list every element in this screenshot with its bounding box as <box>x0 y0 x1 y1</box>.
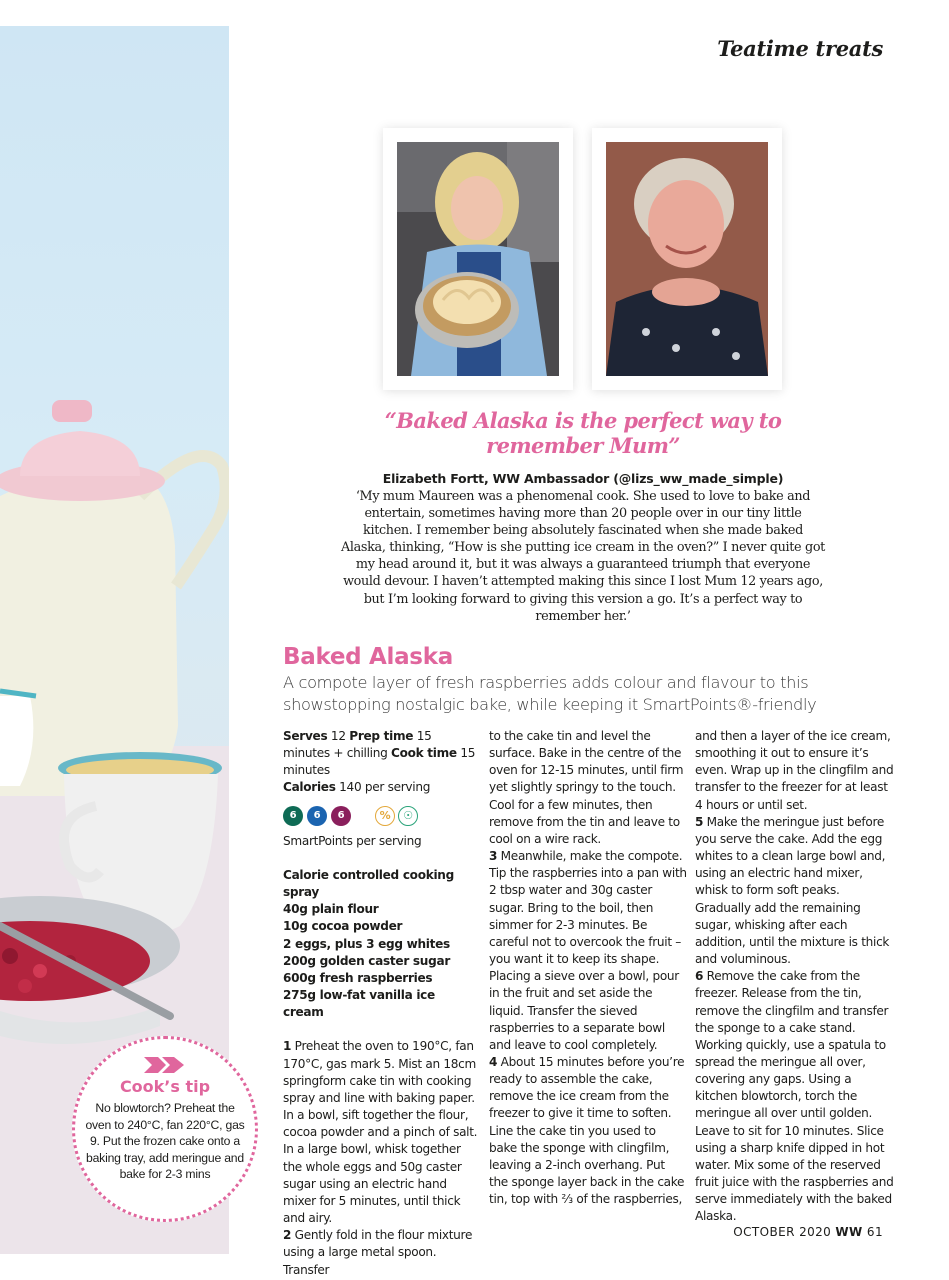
smartpoints-row <box>283 805 479 827</box>
maureen-portrait <box>606 142 768 376</box>
method-step <box>489 848 687 1054</box>
method-step <box>695 814 895 968</box>
photo-elizabeth <box>383 128 573 390</box>
method-step-continued: to the cake tin and level the surface. Bake in the centre of the oven for 12-15 minutes, until firm yet slightly springy to the touch. Cool for a few minutes, then remove from the tin and leave to cool on a wire rack. <box>489 729 684 846</box>
ingredient-item <box>283 987 479 1021</box>
cooks-tip-badge <box>72 1036 258 1222</box>
ingredient-name: controlled cooking spray <box>283 867 454 900</box>
step-number: 6 <box>695 969 704 984</box>
ingredient-quantity: Calorie <box>283 867 329 882</box>
ingredient-item <box>283 936 479 953</box>
ingredient-item <box>283 867 479 901</box>
ingredient-item <box>283 918 479 935</box>
ingredient-quantity: 600g <box>283 970 316 985</box>
step-number: 4 <box>489 1054 498 1069</box>
recipe-column-1 <box>283 728 479 1279</box>
vegetarian-icon: ☉ <box>398 806 418 826</box>
method-step <box>283 1038 479 1227</box>
photo-maureen <box>592 128 782 390</box>
step-number: 1 <box>283 1039 292 1054</box>
ingredient-name: fresh raspberries <box>315 970 433 985</box>
calories-value: 140 per serving <box>339 780 431 795</box>
step-text: Meanwhile, make the compote. Tip the raspberries into a pan with 2 tbsp water and 30g caster sugar. Bring to the boil, then simmer for 2-3 minutes. Be careful not to overcook the fruit – you want it to keep its shape. Placing a sieve over a bowl, pour in the fruit and set aside the liquid. Transfer the sieved raspberries to a separate bowl and leave to cool completely. <box>489 849 687 1052</box>
pull-quote: “Baked Alaska is the perfect way to remember Mum” <box>384 408 782 458</box>
no-count-icon: % <box>375 806 395 826</box>
recipe-title: Baked Alaska <box>283 644 453 670</box>
arrow-icon <box>144 1055 186 1075</box>
ingredient-name: cocoa powder <box>307 919 403 934</box>
step-number: 3 <box>489 849 498 864</box>
page-number: 61 <box>866 1225 883 1239</box>
page-footer <box>733 1225 883 1239</box>
quote-story: ‘My mum Maureen was a phenomenal cook. She used to love to bake and entertain, sometimes having more than 20 people over in our tiny little kitchen. I remember being absolutely fascinated when she made baked Alaska, thinking, “How is she putting ice cream in the oven?” I never quite got my head around it, but it was always a guaranteed triumph that everyone would devour. I haven’t attempted making this since I lost Mum 12 years ago, but I’m looking forward to giving this version a go. It’s a perfect way to remember her.’ <box>341 489 825 624</box>
ingredient-quantity: 40g <box>283 902 308 917</box>
method-step <box>489 1054 687 1208</box>
step-text: Gently fold in the flour mixture using a large metal spoon. Transfer <box>283 1228 473 1277</box>
quote-byline: Elizabeth Fortt, WW Ambassador (@lizs_ww_made_simple) <box>382 471 784 486</box>
serves-label: Serves <box>283 729 328 743</box>
ingredient-item <box>283 901 479 918</box>
footer-brand: WW <box>835 1225 863 1239</box>
ingredient-quantity: 10g <box>283 919 308 934</box>
method-steps-part-1 <box>283 1038 479 1278</box>
prep-label: Prep time <box>349 729 414 743</box>
recipe-column-2 <box>489 728 687 1208</box>
ingredient-name: golden caster sugar <box>315 953 450 968</box>
cooks-tip-text: No blowtorch? Preheat the oven to 240°C, fan 220°C, gas 9. Put the frozen cake onto a baking tray, add meringue and bake for 2-3 mins <box>85 1101 245 1182</box>
step-text: Preheat the oven to 190°C, fan 170°C, gas mark 5. Mist an 18cm springform cake tin with cooking spray and line with baking paper. In a bowl, sift together the flour, cocoa powder and a pinch of salt. In a large bowl, whisk together the whole eggs and 50g caster sugar using an electric hand mixer for 5 minutes, until thick and airy. <box>283 1039 478 1226</box>
method-step <box>695 968 895 1225</box>
step-number: 2 <box>283 1228 292 1243</box>
ingredient-item <box>283 953 479 970</box>
step-text: Remove the cake from the freezer. Release from the tin, remove the clingfilm and transfer the sponge to a cake stand. Working quickly, use a spatula to spread the meringue all over, covering any gaps. Using a kitchen blowtorch, torch the meringue all over until golden. Leave to sit for 10 minutes. Slice using a sharp knife dipped in hot water. Mix some of the reserved fruit juice with the raspberries and serve immediately with the baked Alaska. <box>695 969 894 1224</box>
smartpoints-badge-green: 6 <box>283 806 303 826</box>
cooks-tip-title: Cook’s tip <box>119 1077 211 1096</box>
step-text: Make the meringue just before you serve the cake. Add the egg whites to a clean large bowl and, using an electric hand mixer, whisk to form soft peaks. Gradually add the remaining sugar, whisking after each addition, until the mixture is thick and voluminous. <box>695 814 890 967</box>
recipe-intro: A compote layer of fresh raspberries adds colour and flavour to this showstopping nostalgic bake, while keeping it SmartPoints®-friendly <box>283 673 817 714</box>
ingredients-list <box>283 867 479 1021</box>
ingredient-quantity: 200g <box>283 953 316 968</box>
calories-label: Calories <box>283 780 336 795</box>
smartpoints-badge-blue: 6 <box>307 806 327 826</box>
footer-issue: OCTOBER 2020 <box>733 1225 832 1239</box>
ingredient-name: eggs, plus 3 egg whites <box>291 936 450 951</box>
section-title: Teatime treats <box>717 36 883 61</box>
smartpoints-badge-purple: 6 <box>331 806 351 826</box>
step-number: 5 <box>695 814 704 829</box>
recipe-meta <box>283 728 479 797</box>
method-step <box>283 1227 479 1278</box>
cook-label: Cook time <box>391 746 457 761</box>
prep-value: 15 minutes + chilling <box>283 729 432 761</box>
recipe-column-3 <box>695 728 895 1226</box>
step-text: About 15 minutes before you’re ready to assemble the cake, remove the ice cream from the freezer to give it time to soften. Line the cake tin you used to bake the sponge with clingfilm, leaving a 2-inch overhang. Put the sponge layer back in the cake tin, top with ⅔ of the raspberries, <box>489 1054 685 1207</box>
serves-value: 12 <box>330 729 346 743</box>
ingredient-quantity: 275g <box>283 988 316 1003</box>
smartpoints-label: SmartPoints per serving <box>283 833 422 848</box>
ingredient-quantity: 2 <box>283 936 292 951</box>
method-step-continued: and then a layer of the ice cream, smoothing it out to ensure it’s even. Wrap up in the clingfilm and transfer to the freezer for at least 4 hours or until set. <box>695 729 894 812</box>
ingredient-name: low-fat vanilla ice cream <box>283 988 435 1020</box>
ingredient-name: plain flour <box>307 902 379 917</box>
elizabeth-portrait <box>397 142 559 376</box>
cook-value: 15 minutes <box>283 746 476 778</box>
ingredient-item <box>283 970 479 987</box>
